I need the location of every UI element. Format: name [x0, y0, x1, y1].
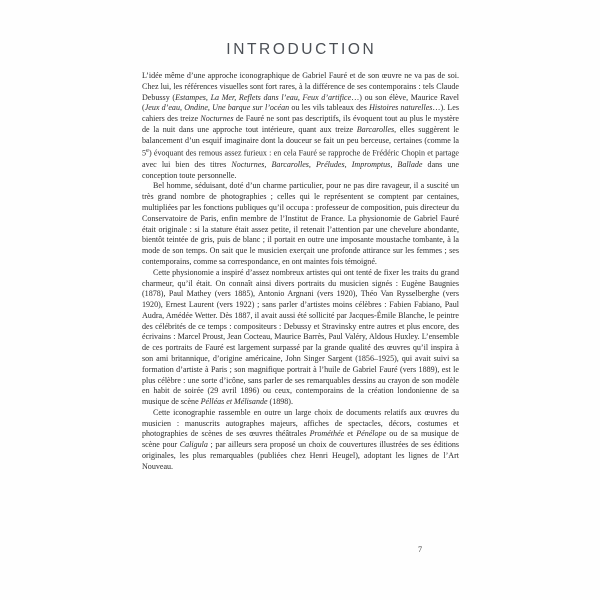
paragraph	[142, 181, 459, 267]
body-text-block	[142, 71, 459, 473]
text-run: dans une conception toute personnelle.	[142, 159, 459, 180]
work-title: Histoires naturelles	[369, 103, 433, 113]
text-run: ) évoquant des remous assez furieux : en cela Fauré se rapproche de Frédéric Chopin et partage avec lui bien des titres	[142, 149, 459, 169]
text-run: ; par ailleurs sera proposé un choix de couvertures illustrées de ses éditions originales, les plus remarquables (publiées chez Henri Heugel), adoptant les lignes de l’Art Nouveau.	[142, 440, 459, 471]
page-title: INTRODUCTION	[226, 41, 377, 58]
text-run: …) ou son élève, Maurice Ravel (	[142, 92, 459, 113]
work-title: Caligula	[179, 440, 208, 450]
text-run: ou de sa musique de scène pour	[142, 429, 459, 450]
page-number: 7	[418, 545, 423, 554]
paragraph	[142, 408, 459, 473]
text-run: Cette iconographie rassemble en outre un large choix de documents relatifs aux œuvres du musicien : manuscrits autographes majeurs, affiches de spectacles, décors, costumes et photographies de scènes de ses œuvres théâtrales	[142, 407, 459, 439]
work-title: Pélléas et Mélisande	[200, 397, 268, 407]
text-run: L’idée même d’une approche iconographique de Gabriel Fauré et de son œuvre ne va pas de soi. Chez lui, les références visuelles sont fort rares, à la différence de ses contemporains : tels Claude Debussy (	[142, 71, 459, 102]
work-title: Estampes, La Mer, Reflets dans l’eau, Feux d’artifice	[175, 92, 352, 102]
text-run: Bel homme, séduisant, doté d’un charme particulier, pour ne pas dire ravageur, il a suscité un très grand nombre de photographies ; celles qui le représentent se comptent par centaines, multipliées par les fonctions publiques qu’il occupa : professeur de composition, puis directeur du Conservatoire de Paris, enfin membre de l’Institut de France. La physionomie de Gabriel Fauré était originale : si la stature était assez petite, il retenait l’attention par une chevelure abondante, bientôt teintée de gris, puis de blanc ; il portait en outre une imposante moustache tombante, à la mode de son temps. On sait que le musicien exerçait une profonde attirance sur les femmes ; ses contemporains, comme sa correspondance, en ont maintes fois témoigné.	[142, 181, 459, 266]
text-run: , elles suggèrent le balancement d’un esquif imaginaire dont la douceur se fait un peu berceuse, certaines (comme la 5	[142, 124, 460, 159]
text-run: …). Les cahiers des treize	[142, 103, 459, 124]
work-title: Nocturnes, Barcarolles, Préludes, Impromptus, Ballade	[231, 159, 423, 169]
text-run: ou les vils tableaux des	[289, 103, 370, 113]
work-title: Jeux d’eau, Ondine, Une barque sur l’océan	[144, 103, 290, 113]
text-run: de Fauré ne sont pas descriptifs, ils évoquent tout au plus le mystère de la nuit dans une approche tout intérieure, quant aux treize	[142, 114, 460, 134]
ordinal-suffix: e	[146, 147, 149, 155]
text-run: et	[344, 429, 357, 439]
paragraph	[142, 71, 459, 181]
work-title: Prométhée	[309, 429, 345, 439]
work-title: Nocturnes	[200, 114, 234, 124]
text-run: (1898).	[267, 397, 293, 407]
work-title: Barcarolles	[356, 124, 395, 134]
work-title: Pénélope	[356, 429, 387, 439]
paragraph	[142, 268, 459, 408]
text-run: Cette physionomie a inspiré d’assez nombreux artistes qui ont tenté de fixer les traits du grand charmeur, qu’il était. On connaît ainsi divers portraits du musicien signés : Eugène Baugnies (1878), Paul Mathey (vers 1885), Antonio Argnani (vers 1920), Théo Van Rysselberghe (vers 1920), Ernest Laurent (vers 1922) ; sans parler d’artistes moins célèbres : Fabien Fabiano, Paul Audra, Amédée Wetter. Dès 1887, il avait aussi été sollicité par Jacques-Émile Blanche, le peintre des célébrités de ce temps : compositeurs : Debussy et Stravinsky entre autres et plus encore, des écrivains : Marcel Proust, Jean Cocteau, Maurice Barrès, Paul Valéry, Aldous Huxley. L’ensemble de ces portraits de Fauré est largement surpassé par la grande qualité des œuvres qu’il inspira à son ami britannique, d’origine américaine, John Singer Sargent (1856–1925), qui avait suivi sa formation d’artiste à Paris ; son magnifique portrait à l’huile de Gabriel Fauré (vers 1889), est le plus célèbre : une sorte d’icône, sans parler de ses remarquables dessins au crayon de son modèle en habit de soirée (29 avril 1896) ou ceux, contemporains de la création londonienne de sa musique de scène	[142, 267, 459, 407]
